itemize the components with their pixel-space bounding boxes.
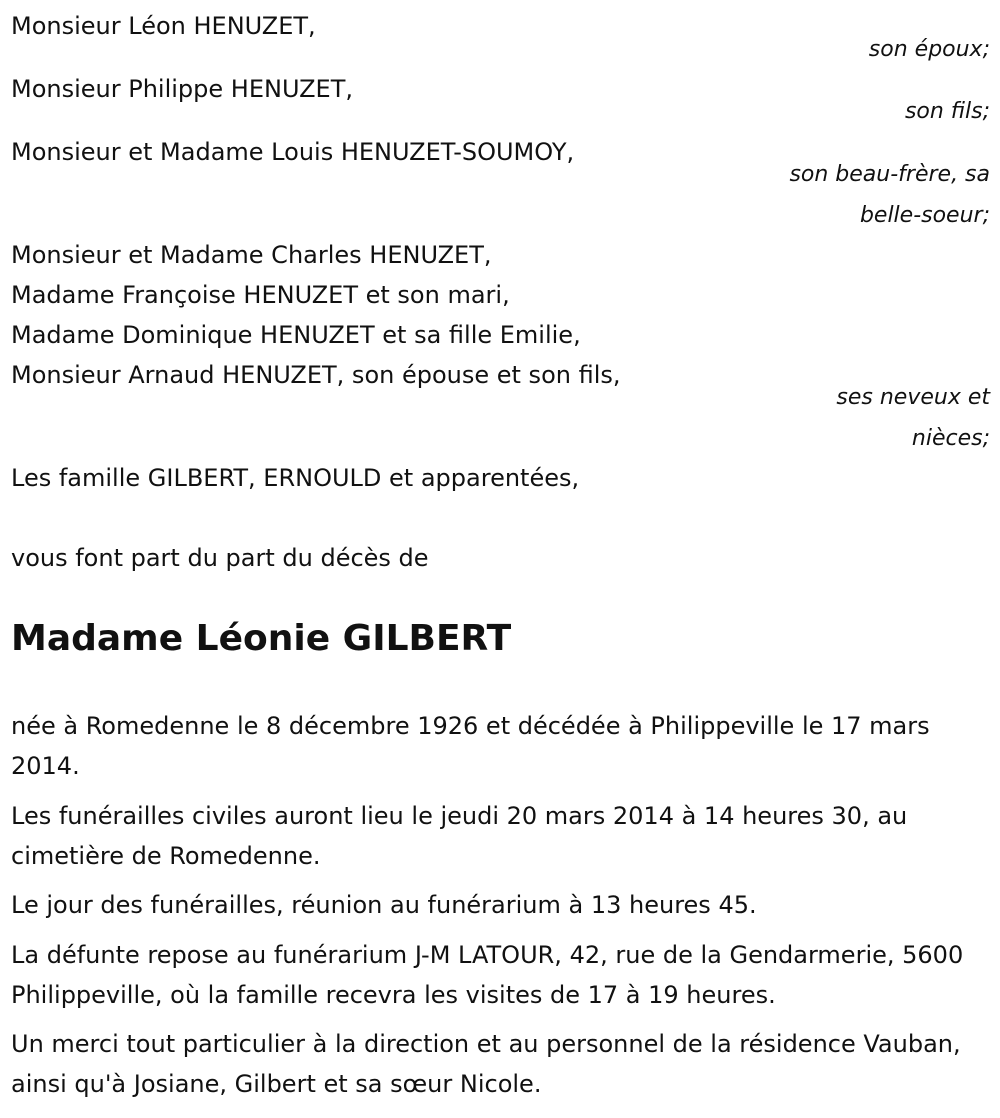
birth-death-paragraph: née à Romedenne le 8 décembre 1926 et décédée à Philippeville le 17 mars 2014. — [11, 712, 930, 780]
thanks-paragraph: Un merci tout particulier à la direction et au personnel de la résidence Vauban, ainsi qu'à Josiane, Gilbert et sa sœur Nicole. — [11, 1030, 961, 1098]
family-member-nephew-1: Monsieur et Madame Charles HENUZET, — [11, 241, 492, 269]
family-member-niece-2: Madame Dominique HENUZET et sa fille Emilie, — [11, 321, 581, 349]
deceased-name-heading: Madame Léonie GILBERT — [11, 618, 512, 659]
meeting-paragraph: Le jour des funérailles, réunion au funérarium à 13 heures 45. — [11, 891, 757, 919]
role-brother-in-law-line1: son beau-frère, sa — [789, 162, 990, 187]
announcement-text: vous font part du part du décès de — [11, 544, 429, 572]
family-member-son: Monsieur Philippe HENUZET, — [11, 75, 353, 103]
family-member-niece-1: Madame Françoise HENUZET et son mari, — [11, 281, 510, 309]
role-brother-in-law-line2: belle-soeur; — [859, 203, 990, 228]
role-nephews-line1: ses neveux et — [836, 385, 990, 410]
role-son: son fils; — [904, 99, 990, 124]
family-member-related-families: Les famille GILBERT, ERNOULD et apparentées, — [11, 464, 580, 492]
funeral-paragraph: Les funérailles civiles auront lieu le jeudi 20 mars 2014 à 14 heures 30, au cimetière de Romedenne. — [11, 802, 908, 870]
role-nephews-line2: nièces; — [911, 426, 990, 451]
visitation-paragraph: La défunte repose au funérarium J-M LATOUR, 42, rue de la Gendarmerie, 5600 Philippeville, où la famille recevra les visites de 17 à 19 heures. — [11, 941, 964, 1009]
family-member-brother-in-law: Monsieur et Madame Louis HENUZET-SOUMOY, — [11, 138, 575, 166]
family-member-nephew-2: Monsieur Arnaud HENUZET, son épouse et son fils, — [11, 361, 621, 389]
family-member-husband: Monsieur Léon HENUZET, — [11, 12, 316, 40]
role-husband: son époux; — [868, 37, 990, 62]
